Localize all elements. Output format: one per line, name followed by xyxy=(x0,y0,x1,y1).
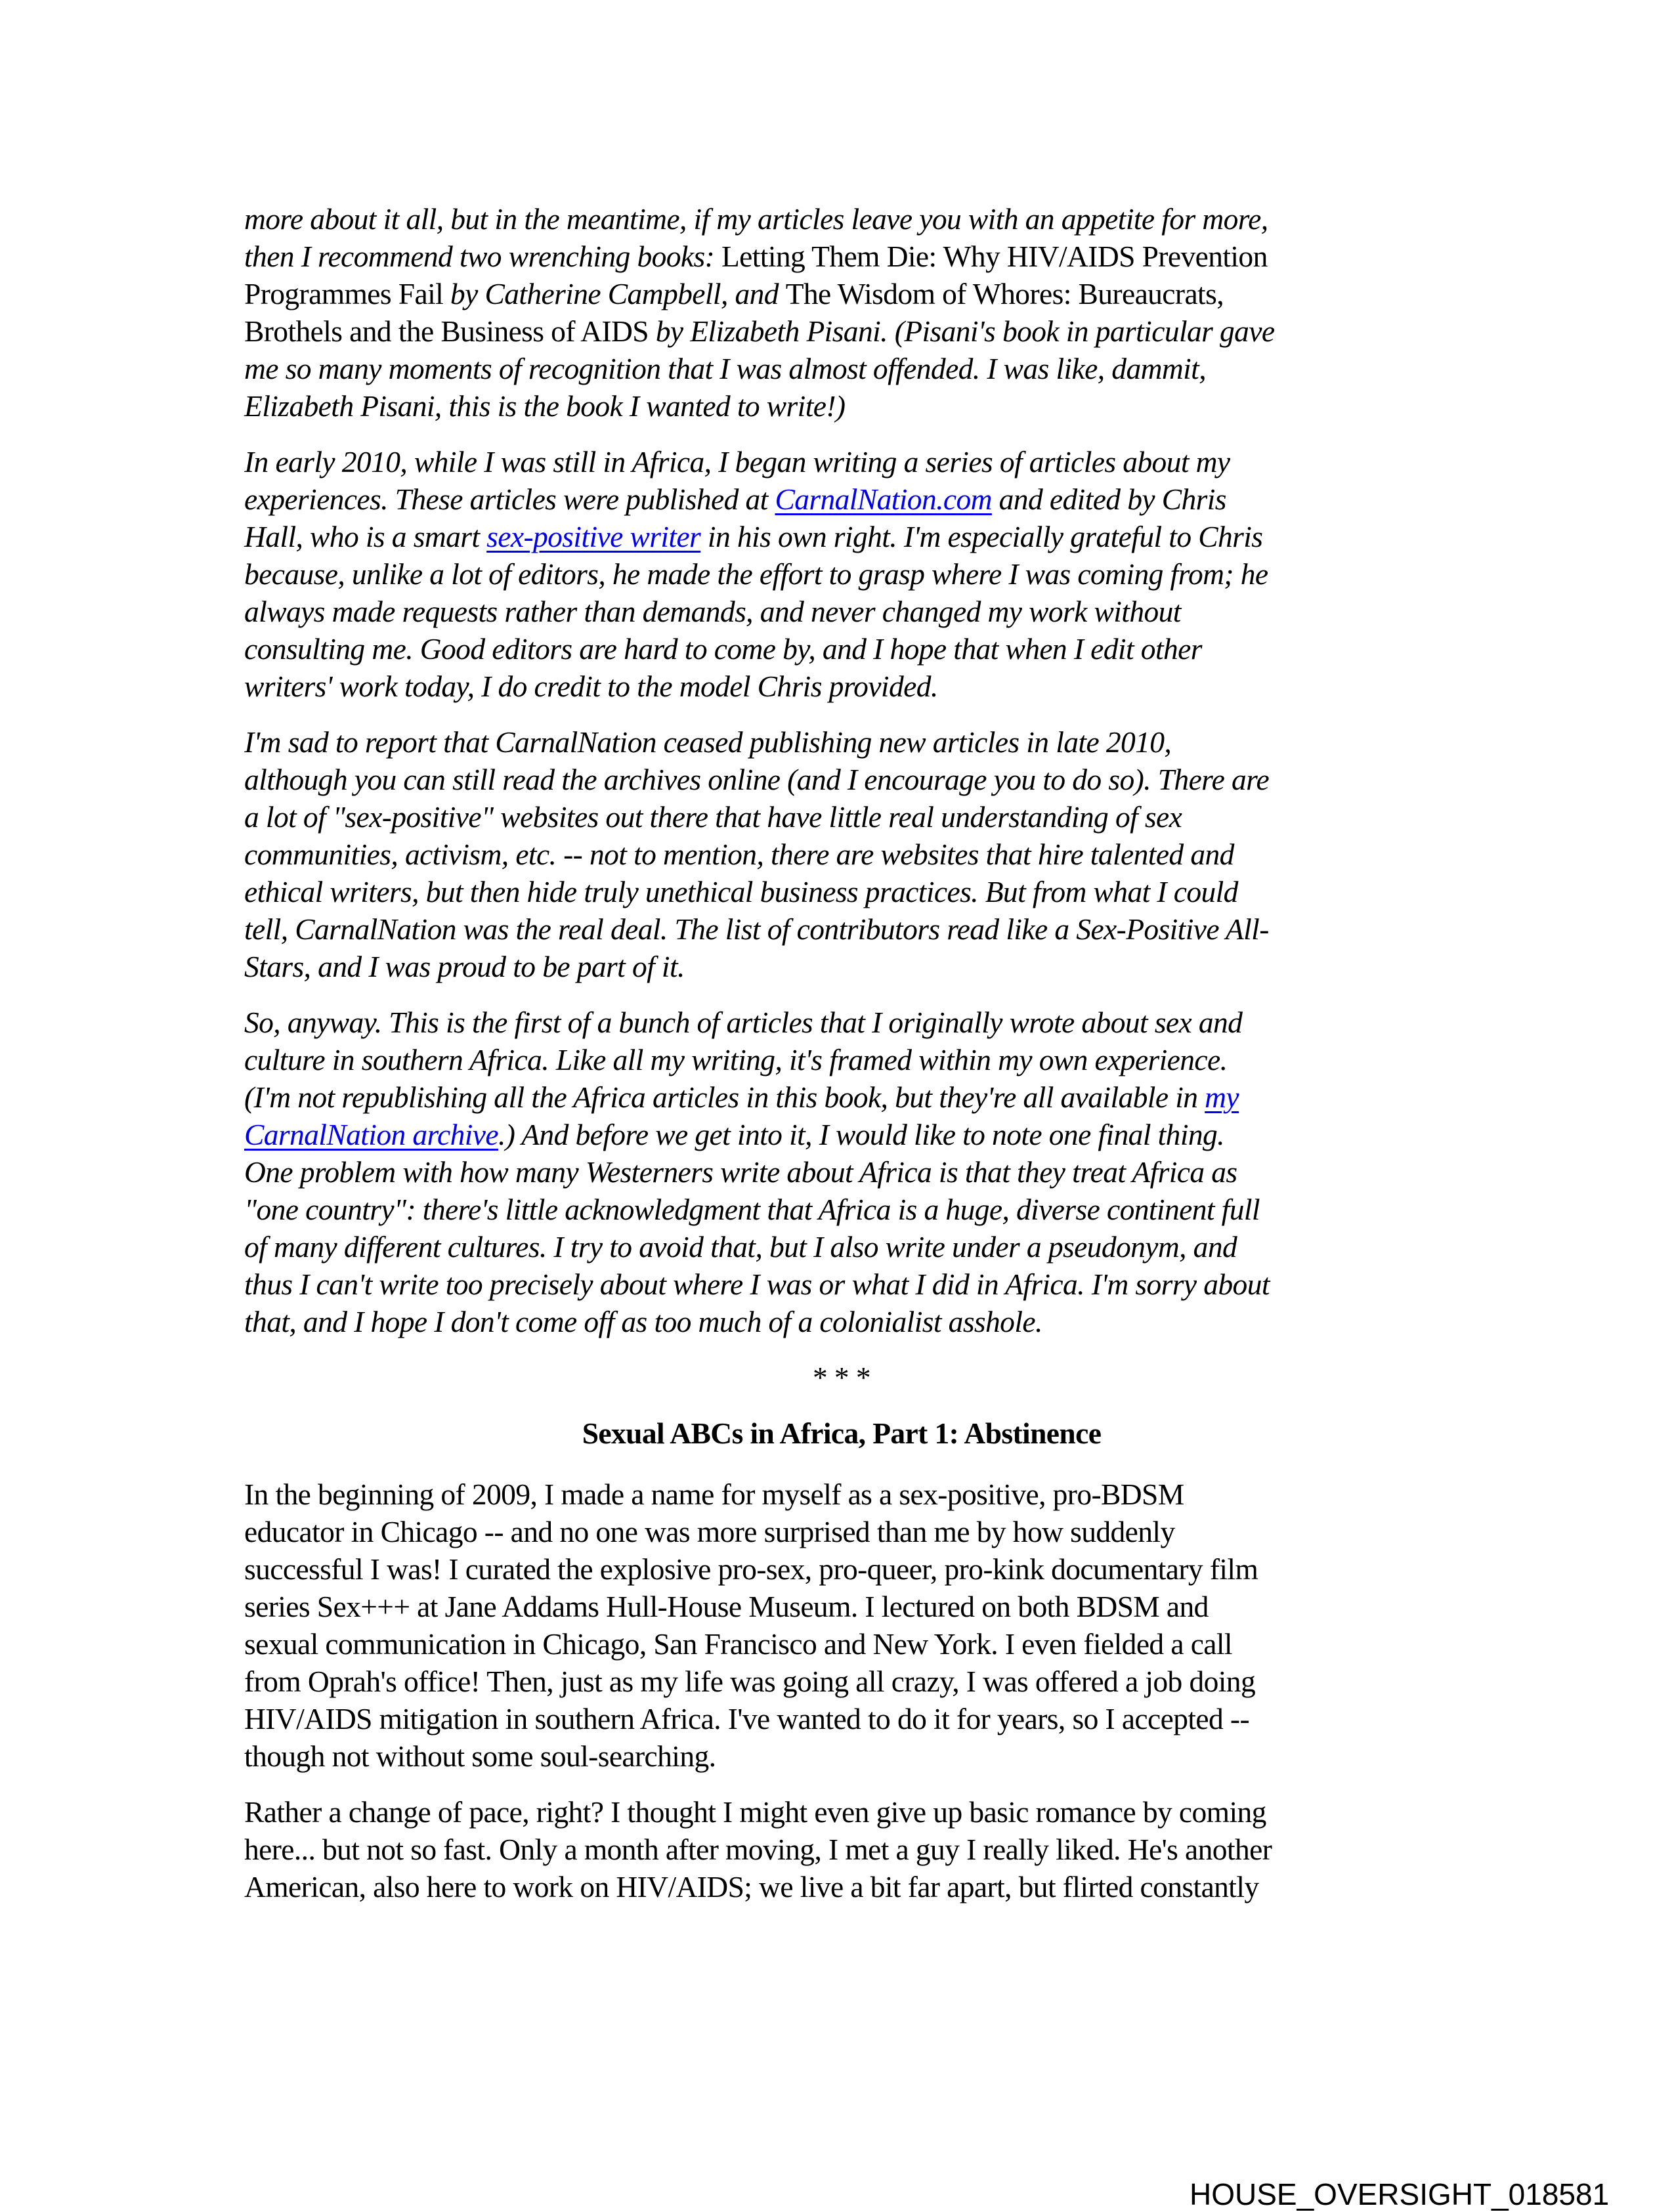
text-line: me so many moments of recognition that I was almost offended. I was like, dammit, xyxy=(244,352,1206,385)
text-line: writers' work today, I do credit to the model Chris provided. xyxy=(244,670,938,703)
text-line: In the beginning of 2009, I made a name for myself as a sex-positive, pro-BDSM xyxy=(244,1478,1184,1511)
text-line: Elizabeth Pisani, this is the book I wanted to write!) xyxy=(244,389,846,423)
paragraph-book-recommendations xyxy=(244,200,1426,425)
section-heading: Sexual ABCs in Africa, Part 1: Abstinence xyxy=(582,1416,1102,1450)
text-line: always made requests rather than demands, and never changed my work without xyxy=(244,595,1181,628)
text-line: One problem with how many Westerners write about Africa is that they treat Africa as xyxy=(244,1155,1237,1189)
paragraph-carnalnation-closure xyxy=(244,723,1426,985)
text-line: from Oprah's office! Then, just as my life was going all crazy, I was offered a job doing xyxy=(244,1665,1256,1698)
text-line xyxy=(244,518,1426,555)
text-line: In early 2010, while I was still in Africa, I began writing a series of articles about my xyxy=(244,445,1230,479)
text-line: Stars, and I was proud to be part of it. xyxy=(244,950,685,983)
text-line xyxy=(244,312,1426,350)
text-line: although you can still read the archives online (and I encourage you to do so). There are xyxy=(244,763,1270,796)
text-line: here... but not so fast. Only a month after moving, I met a guy I really liked. He's another xyxy=(244,1833,1272,1866)
text-line: consulting me. Good editors are hard to come by, and I hope that when I edit other xyxy=(244,632,1202,666)
carnalnation-link[interactable]: CarnalNation.com xyxy=(775,482,992,516)
text-line: of many different cultures. I try to avoid that, but I also write under a pseudonym, and xyxy=(244,1230,1237,1264)
text-segment: in his own right. I'm especially grateful to Chris xyxy=(700,520,1263,553)
text-line: communities, activism, etc. -- not to mention, there are websites that hire talented and xyxy=(244,838,1234,871)
text-line: successful I was! I curated the explosive pro-sex, pro-queer, pro-kink documentary film xyxy=(244,1552,1258,1586)
text-segment: Hall, who is a smart xyxy=(244,520,487,553)
text-line: more about it all, but in the meantime, if my articles leave you with an appetite for more, xyxy=(244,202,1268,236)
text-line: tell, CarnalNation was the real deal. The list of contributors read like a Sex-Positive All- xyxy=(244,912,1269,946)
text-line: I'm sad to report that CarnalNation ceased publishing new articles in late 2010, xyxy=(244,725,1172,759)
text-line: that, and I hope I don't come off as too much of a colonialist asshole. xyxy=(244,1305,1042,1338)
text-line: ethical writers, but then hide truly unethical business practices. But from what I could xyxy=(244,875,1238,908)
book-title: Programmes Fail xyxy=(244,277,444,310)
section-separator: * * * xyxy=(812,1361,870,1394)
text-segment: experiences. These articles were published at xyxy=(244,482,775,516)
book-title: Brothels and the Business of AIDS xyxy=(244,314,649,348)
paragraph-chicago-background xyxy=(244,1476,1426,1775)
text-line xyxy=(244,1078,1426,1116)
text-segment: and edited by Chris xyxy=(991,482,1226,516)
text-line xyxy=(244,275,1426,312)
text-line: HIV/AIDS mitigation in southern Africa. I've wanted to do it for years, so I accepted -- xyxy=(244,1702,1250,1735)
paragraph-change-of-pace xyxy=(244,1793,1426,1905)
text-line: a lot of "sex-positive" websites out there that have little real understanding of sex xyxy=(244,800,1182,834)
text-line xyxy=(244,480,1426,518)
text-segment: .) And before we get into it, I would like to note one final thing. xyxy=(498,1118,1224,1151)
document-body xyxy=(244,200,1426,1924)
text-line: So, anyway. This is the first of a bunch of articles that I originally wrote about sex and xyxy=(244,1006,1243,1039)
text-segment: then I recommend two wrenching books: xyxy=(244,240,721,273)
text-line: "one country": there's little acknowledgment that Africa is a huge, diverse continent full xyxy=(244,1193,1260,1226)
text-segment: (I'm not republishing all the Africa articles in this book, but they're all available in xyxy=(244,1080,1205,1114)
sex-positive-writer-link[interactable]: sex-positive writer xyxy=(486,520,701,553)
carnalnation-archive-link[interactable]: CarnalNation archive xyxy=(244,1118,498,1151)
book-title: The Wisdom of Whores: Bureaucrats, xyxy=(785,277,1224,310)
text-segment: by Elizabeth Pisani. (Pisani's book in particular gave xyxy=(648,314,1275,348)
bates-number: HOUSE_OVERSIGHT_018581 xyxy=(1190,2177,1610,2211)
text-line xyxy=(244,238,1426,275)
carnalnation-archive-link[interactable]: my xyxy=(1205,1080,1239,1114)
text-line: educator in Chicago -- and no one was more surprised than me by how suddenly xyxy=(244,1515,1175,1548)
text-line: Rather a change of pace, right? I thought I might even give up basic romance by coming xyxy=(244,1795,1266,1829)
book-title: Letting Them Die: Why HIV/AIDS Prevention xyxy=(721,240,1268,273)
text-line: though not without some soul-searching. xyxy=(244,1739,716,1773)
text-line xyxy=(244,1116,1426,1153)
text-line: because, unlike a lot of editors, he made the effort to grasp where I was coming from; he xyxy=(244,557,1268,591)
text-line: sexual communication in Chicago, San Francisco and New York. I even fielded a call xyxy=(244,1627,1232,1661)
paragraph-carnalnation-intro xyxy=(244,443,1426,705)
text-line: American, also here to work on HIV/AIDS; we live a bit far apart, but flirted constantly xyxy=(244,1870,1259,1904)
text-segment: by Catherine Campbell, and xyxy=(443,277,786,310)
text-line: culture in southern Africa. Like all my writing, it's framed within my own experience. xyxy=(244,1043,1228,1076)
text-line: series Sex+++ at Jane Addams Hull-House Museum. I lectured on both BDSM and xyxy=(244,1590,1209,1623)
paragraph-africa-articles-note xyxy=(244,1004,1426,1340)
text-line: thus I can't write too precisely about where I was or what I did in Africa. I'm sorry about xyxy=(244,1267,1270,1301)
